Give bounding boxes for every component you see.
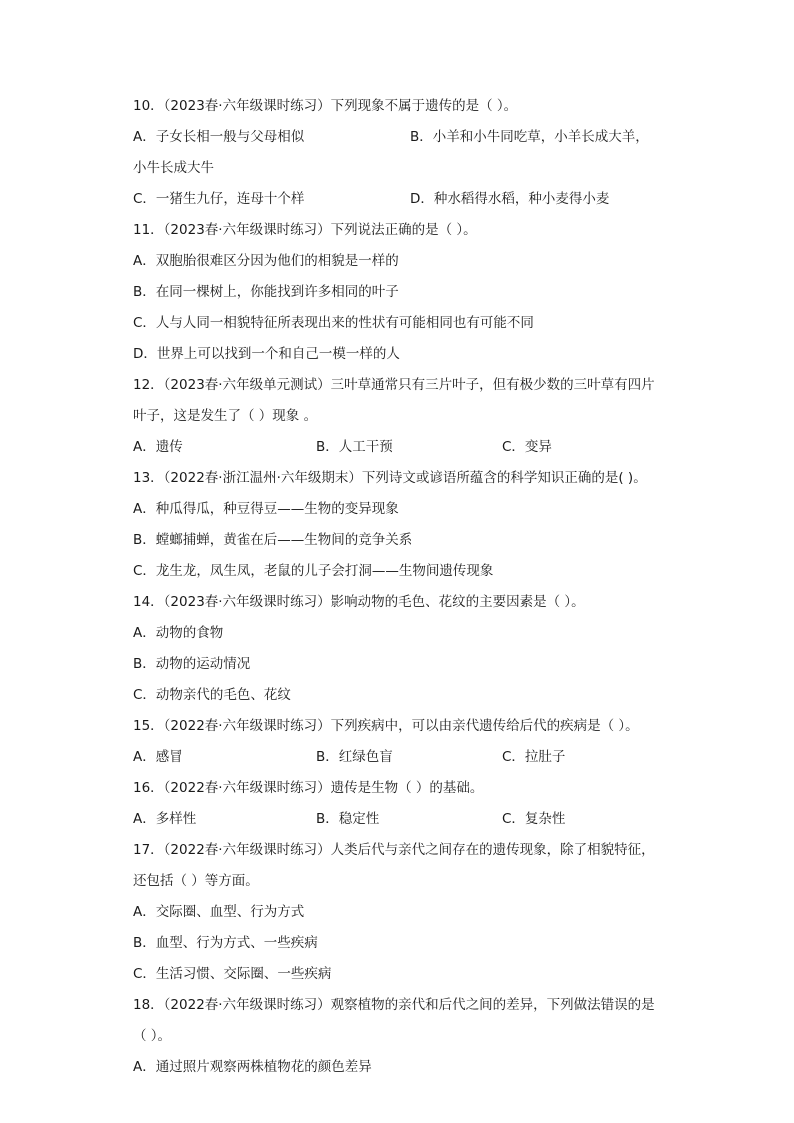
question-17-option-a[interactable]: A．交际圈、血型、行为方式 — [133, 904, 305, 920]
question-10-option-d[interactable]: D．种水稻得水稻，种小麦得小麦 — [410, 191, 610, 207]
question-13-stem: 13．（2022春·浙江温州·六年级期末）下列诗文或谚语所蕴含的科学知识正确的是( )。 — [133, 470, 647, 486]
question-10-option-a[interactable]: A．子女长相一般与父母相似 — [133, 129, 305, 145]
question-15-option-a[interactable]: A．感冒 — [133, 749, 183, 765]
question-11-stem: 11．（2023春·六年级课时练习）下列说法正确的是（ ）。 — [133, 222, 477, 238]
question-15-option-c[interactable]: C．拉肚子 — [502, 749, 566, 765]
question-15-option-b[interactable]: B．红绿色盲 — [316, 749, 393, 765]
question-18-stem: 18．（2022春·六年级课时练习）观察植物的亲代和后代之间的差异，下列做法错误的是 — [133, 997, 655, 1013]
question-10-option-c[interactable]: C．一猪生九仔，连母十个样 — [133, 191, 305, 207]
question-12-stem-cont: 叶子，这是发生了（ ）现象 。 — [133, 408, 318, 424]
question-17-option-b[interactable]: B．血型、行为方式、一些疾病 — [133, 935, 318, 951]
question-12-option-a[interactable]: A．遗传 — [133, 439, 183, 455]
question-17-stem: 17．（2022春·六年级课时练习）人类后代与亲代之间存在的遗传现象，除了相貌特征， — [133, 842, 655, 858]
question-17-stem-cont: 还包括（ ）等方面。 — [133, 873, 259, 889]
question-12-option-c[interactable]: C．变异 — [502, 439, 552, 455]
question-11-option-c[interactable]: C．人与人同一相貌特征所表现出来的性状有可能相同也有可能不同 — [133, 315, 534, 331]
question-13-option-a[interactable]: A．种瓜得瓜，种豆得豆——生物的变异现象 — [133, 501, 399, 517]
question-14-option-b[interactable]: B．动物的运动情况 — [133, 656, 251, 672]
question-15-stem: 15．（2022春·六年级课时练习）下列疾病中，可以由亲代遗传给后代的疾病是（ ）。 — [133, 718, 639, 734]
question-13-option-b[interactable]: B．螳螂捕蝉，黄雀在后——生物间的竞争关系 — [133, 532, 413, 548]
question-11-option-b[interactable]: B．在同一棵树上，你能找到许多相同的叶子 — [133, 284, 399, 300]
question-16-option-b[interactable]: B．稳定性 — [316, 811, 380, 827]
question-12-option-b[interactable]: B．人工干预 — [316, 439, 393, 455]
question-14-option-a[interactable]: A．动物的食物 — [133, 625, 224, 641]
question-16-option-c[interactable]: C．复杂性 — [502, 811, 566, 827]
question-18-option-a[interactable]: A．通过照片观察两株植物花的颜色差异 — [133, 1059, 372, 1075]
question-11-option-d[interactable]: D．世界上可以找到一个和自己一模一样的人 — [133, 346, 400, 362]
question-16-stem: 16．（2022春·六年级课时练习）遗传是生物（ ）的基础。 — [133, 780, 484, 796]
question-10-option-b[interactable]: B．小羊和小牛同吃草，小羊长成大羊， — [410, 129, 649, 145]
question-13-option-c[interactable]: C．龙生龙，凤生凤，老鼠的儿子会打洞——生物间遗传现象 — [133, 563, 494, 579]
question-14-stem: 14．（2023春·六年级课时练习）影响动物的毛色、花纹的主要因素是（ ）。 — [133, 594, 585, 610]
question-11-option-a[interactable]: A．双胞胎很难区分因为他们的相貌是一样的 — [133, 253, 399, 269]
question-17-option-c[interactable]: C．生活习惯、交际圈、一些疾病 — [133, 966, 332, 982]
question-12-stem: 12．（2023春·六年级单元测试）三叶草通常只有三片叶子，但有极少数的三叶草有四片 — [133, 377, 655, 393]
question-16-option-a[interactable]: A．多样性 — [133, 811, 197, 827]
question-10-stem: 10．（2023春·六年级课时练习）下列现象不属于遗传的是（ ）。 — [133, 98, 518, 114]
question-14-option-c[interactable]: C．动物亲代的毛色、花纹 — [133, 687, 291, 703]
question-18-stem-cont: （ ）。 — [133, 1028, 172, 1044]
question-10-option-b-cont: 小牛长成大牛 — [133, 160, 214, 176]
